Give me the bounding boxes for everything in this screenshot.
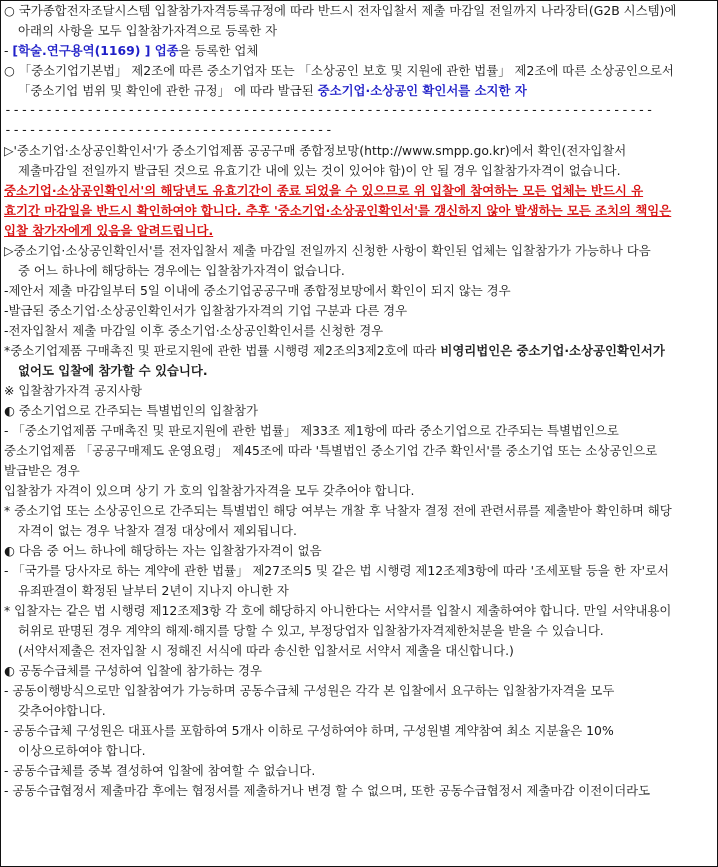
dashed-divider: ------------------------------------------------------------------------------- — [4, 103, 654, 118]
text-line: 허위로 판명된 경우 계약의 해제·해지를 당할 수 있고, 부정당업자 입찰참가자격제한처분을 받을 수 있습니다. — [18, 623, 604, 638]
section-heading: ※ 입찰참가자격 공지사항 — [4, 383, 142, 398]
sme-requirement: 「중소기업 범위 및 확인에 관한 규정」 에 따라 발급된 중소기업·소상공인 확인서를 소지한 자 — [18, 83, 527, 98]
text-line: 중 어느 하나에 해당하는 경우에는 입찰참가자격이 없습니다. — [18, 263, 345, 278]
industry-code-highlight: [학술.연구용역(1169) ] 업종 — [12, 43, 179, 58]
text-line: * 입찰자는 같은 법 시행령 제12조제3항 각 호에 해당하지 아니한다는 서약서를 입찰시 제출하여야 합니다. 만일 서약내용이 — [4, 603, 672, 618]
text-line: - 공동수급협정서 제출마감 후에는 협정서를 제출하거나 변경 할 수 없으며, 또한 공동수급협정서 제출마감 이전이더라도 — [4, 783, 651, 798]
subsection-heading: ◐ 공동수급체를 구성하여 입찰에 참가하는 경우 — [4, 663, 262, 678]
text-line: 자격이 없는 경우 낙찰자 결정 대상에서 제외됩니다. — [18, 523, 297, 538]
text-line: 아래의 사항을 모두 입찰참가자격으로 등록한 자 — [18, 23, 278, 38]
text-line: * 중소기업 또는 소상공인으로 간주되는 특별법인 해당 여부는 개찰 후 낙찰자 결정 전에 관련서류를 제출받아 확인하며 해당 — [4, 503, 672, 518]
warning-line: 입찰 참가자에게 있음을 알려드립니다. — [4, 223, 214, 238]
text-line: - 공동수급체 구성원은 대표사를 포함하여 5개사 이하로 구성하여야 하며, 구성원별 계약참여 최소 지분율은 10% — [4, 723, 614, 738]
text-line: 입찰참가 자격이 있으며 상기 가 호의 입찰참가자격을 모두 갖추어야 합니다. — [4, 483, 415, 498]
text-line: 이상으로하여야 합니다. — [18, 743, 146, 758]
notice-document — [1, 1, 717, 801]
text-line: -전자입찰서 제출 마감일 이후 중소기업·소상공인확인서를 신청한 경우 — [4, 323, 384, 338]
text-line: (서약서제출은 전자입찰 시 정해진 서식에 따라 송신한 입찰서로 서약서 제출을 대신합니다.) — [18, 643, 514, 658]
subsection-heading: ◐ 다음 중 어느 하나에 해당하는 자는 입찰참가자격이 없음 — [4, 543, 322, 558]
warning-line: 중소기업·소상공인확인서'의 해당년도 유효기간이 종료 되었을 수 있으므로 위 입찰에 참여하는 모든 업체는 반드시 유 — [4, 183, 644, 198]
text-line: 중소기업제품 「공공구매제도 운영요령」 제45조에 따라 '특별법인 중소기업 간주 확인서'를 중소기업 또는 소상공인으로 — [4, 443, 658, 458]
text-line: ▷'중소기업·소상공인확인서'가 중소기업제품 공공구매 종합정보망(http://www.smpp.go.kr)에서 확인(전자입찰서 — [4, 143, 627, 158]
text-line: -발급된 중소기업·소상공인확인서가 입찰참가자격의 기업 구분과 다른 경우 — [4, 303, 408, 318]
text-line: 유죄판결이 확정된 날부터 2년이 지나지 아니한 자 — [18, 583, 289, 598]
text-line: - 「국가를 당사자로 하는 계약에 관한 법률」 제27조의5 및 같은 법 시행령 제12조제3항에 따라 '조세포탈 등을 한 자'로서 — [4, 563, 670, 578]
sme-certificate-highlight: 중소기업·소상공인 확인서를 소지한 자 — [317, 83, 527, 98]
text-line: 발급받은 경우 — [4, 463, 80, 478]
text-line: ▷중소기업·소상공인확인서'를 전자입찰서 제출 마감일 전일까지 신청한 사항이 확인된 업체는 입찰참가가 가능하나 다음 — [4, 243, 651, 258]
warning-line: 효기간 마감일을 반드시 확인하여야 합니다. 추후 '중소기업·소상공인확인서'를 갱신하지 않아 발생하는 모든 조치의 책임은 — [4, 203, 672, 218]
text-line: - 「중소기업제품 구매촉진 및 판로지원에 관한 법률」 제33조 제1항에 따라 중소기업으로 간주되는 특별법인으로 — [4, 423, 619, 438]
text-line: - 공동이행방식으로만 입찰참여가 가능하며 공동수급체 구성원은 각각 본 입찰에서 요구하는 입찰참가자격을 모두 — [4, 683, 615, 698]
industry-requirement: - [학술.연구용역(1169) ] 업종을 등록한 업체 — [4, 43, 259, 58]
nonprofit-note: *중소기업제품 구매촉진 및 판로지원에 관한 법률 시행령 제2조의3제2호에 따라 비영리법인은 중소기업·소상공인확인서가 — [4, 343, 665, 358]
text-line: -제안서 제출 마감일부터 5일 이내에 중소기업공공구매 종합정보망에서 확인이 되지 않는 경우 — [4, 283, 511, 298]
text-line: ○ 「중소기업기본법」 제2조에 따른 중소기업자 또는 「소상공인 보호 및 지원에 관한 법률」 제2조에 따른 소상공인으로서 — [4, 63, 674, 78]
text-line: 갖추어야합니다. — [18, 703, 106, 718]
nonprofit-highlight: 비영리법인은 중소기업·소상공인확인서가 — [440, 343, 665, 358]
text-line: - 공동수급체를 중복 결성하여 입찰에 참여할 수 없습니다. — [4, 763, 316, 778]
text-line: ○ 국가종합전자조달시스템 입찰참가자격등록규정에 따라 반드시 전자입찰서 제출 마감일 전일까지 나라장터(G2B 시스템)에 — [4, 3, 677, 18]
subsection-heading: ◐ 중소기업으로 간주되는 특별법인의 입찰참가 — [4, 403, 258, 418]
dashed-divider: ---------------------------------------- — [4, 123, 334, 138]
nonprofit-highlight: 없어도 입찰에 참가할 수 있습니다. — [18, 363, 208, 378]
text-line: 제출마감일 전일까지 발급된 것으로 유효기간 내에 있는 것이 있어야 함)이 안 될 경우 입찰참가자격이 없습니다. — [18, 163, 621, 178]
